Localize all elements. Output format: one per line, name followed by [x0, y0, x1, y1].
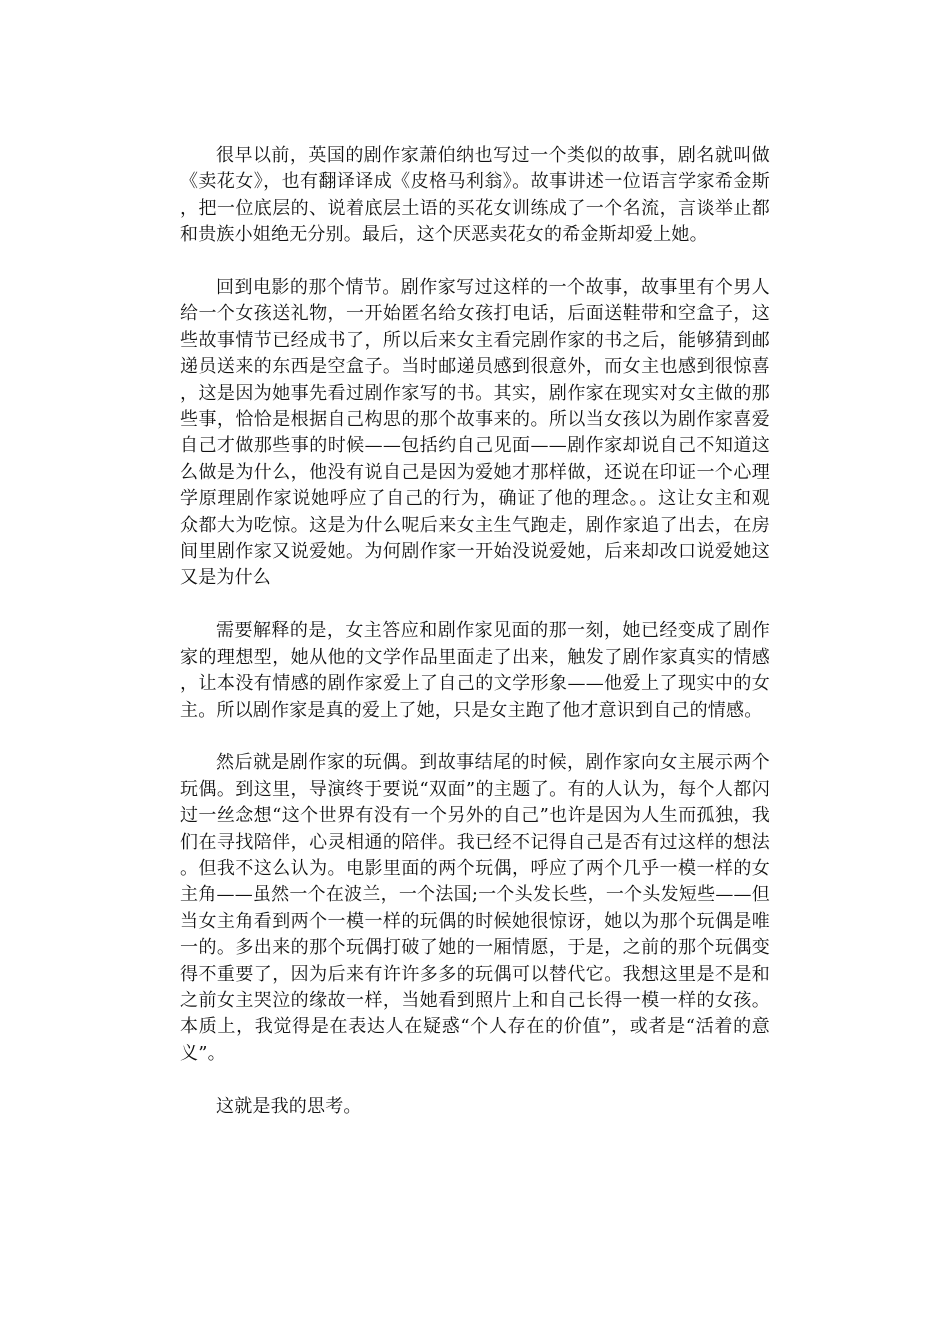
paragraph-pygmalion: 很早以前，英国的剧作家萧伯纳也写过一个类似的故事，剧名就叫做《卖花女》，也有翻译译成《皮格马利翁》。故事讲述一位语言学家希金斯，把一位底层的、说着底层土语的买花女训练成了一个名流，言谈举止都和贵族小姐绝无分别。最后，这个厌恶卖花女的希金斯却爱上她。	[180, 145, 770, 246]
paragraph-film-plot: 回到电影的那个情节。剧作家写过这样的一个故事，故事里有个男人给一个女孩送礼物，一开始匿名给女孩打电话，后面送鞋带和空盒子，这些故事情节已经成书了，所以后来女主看完剧作家的书之后，能够猜到邮递员送来的东西是空盒子。当时邮递员感到很意外，而女主也感到很惊喜，这是因为她事先看过剧作家写的书。其实，剧作家在现实对女主做的那些事，恰恰是根据自己构思的那个故事来的。所以当女孩以为剧作家喜爱自己才做那些事的时候——包括约自己见面——剧作家却说自己不知道这么做是为什么，他没有说自己是因为爱她才那样做，还说在印证一个心理学原理剧作家说她呼应了自己的行为，确证了他的理念。。这让女主和观众都大为吃惊。这是为什么呢后来女主生气跑走，剧作家追了出去，在房间里剧作家又说爱她。为何剧作家一开始没说爱她，后来却改口说爱她这又是为什么	[180, 277, 770, 589]
document-page	[180, 143, 770, 1146]
paragraph-explanation: 需要解释的是，女主答应和剧作家见面的那一刻，她已经变成了剧作家的理想型，她从他的文学作品里面走了出来，触发了剧作家真实的情感，让本没有情感的剧作家爱上了自己的文学形象——他爱上了现实中的女主。所以剧作家是真的爱上了她，只是女主跑了他才意识到自己的情感。	[180, 620, 770, 721]
paragraph-conclusion: 这就是我的思考。	[216, 1095, 362, 1117]
paragraph-puppets: 然后就是剧作家的玩偶。到故事结尾的时候，剧作家向女主展示两个玩偶。到这里，导演终于要说“双面”的主题了。有的人认为，每个人都闪过一丝念想“这个世界有没有一个另外的自己”也许是因为人生而孤独，我们在寻找陪伴，心灵相通的陪伴。我已经不记得自己是否有过这样的想法。但我不这么认为。电影里面的两个玩偶，呼应了两个几乎一模一样的女主角——虽然一个在波兰，一个法国;一个头发长些，一个头发短些——但当女主角看到两个一模一样的玩偶的时候她很惊讶，她以为那个玩偶是唯一的。多出来的那个玩偶打破了她的一厢情愿，于是，之前的那个玩偶变得不重要了，因为后来有许许多多的玩偶可以替代它。我想这里是不是和之前女主哭泣的缘故一样，当她看到照片上和自己长得一模一样的女孩。本质上，我觉得是在表达人在疑惑“个人存在的价值”，或者是“活着的意义”。	[180, 752, 770, 1064]
